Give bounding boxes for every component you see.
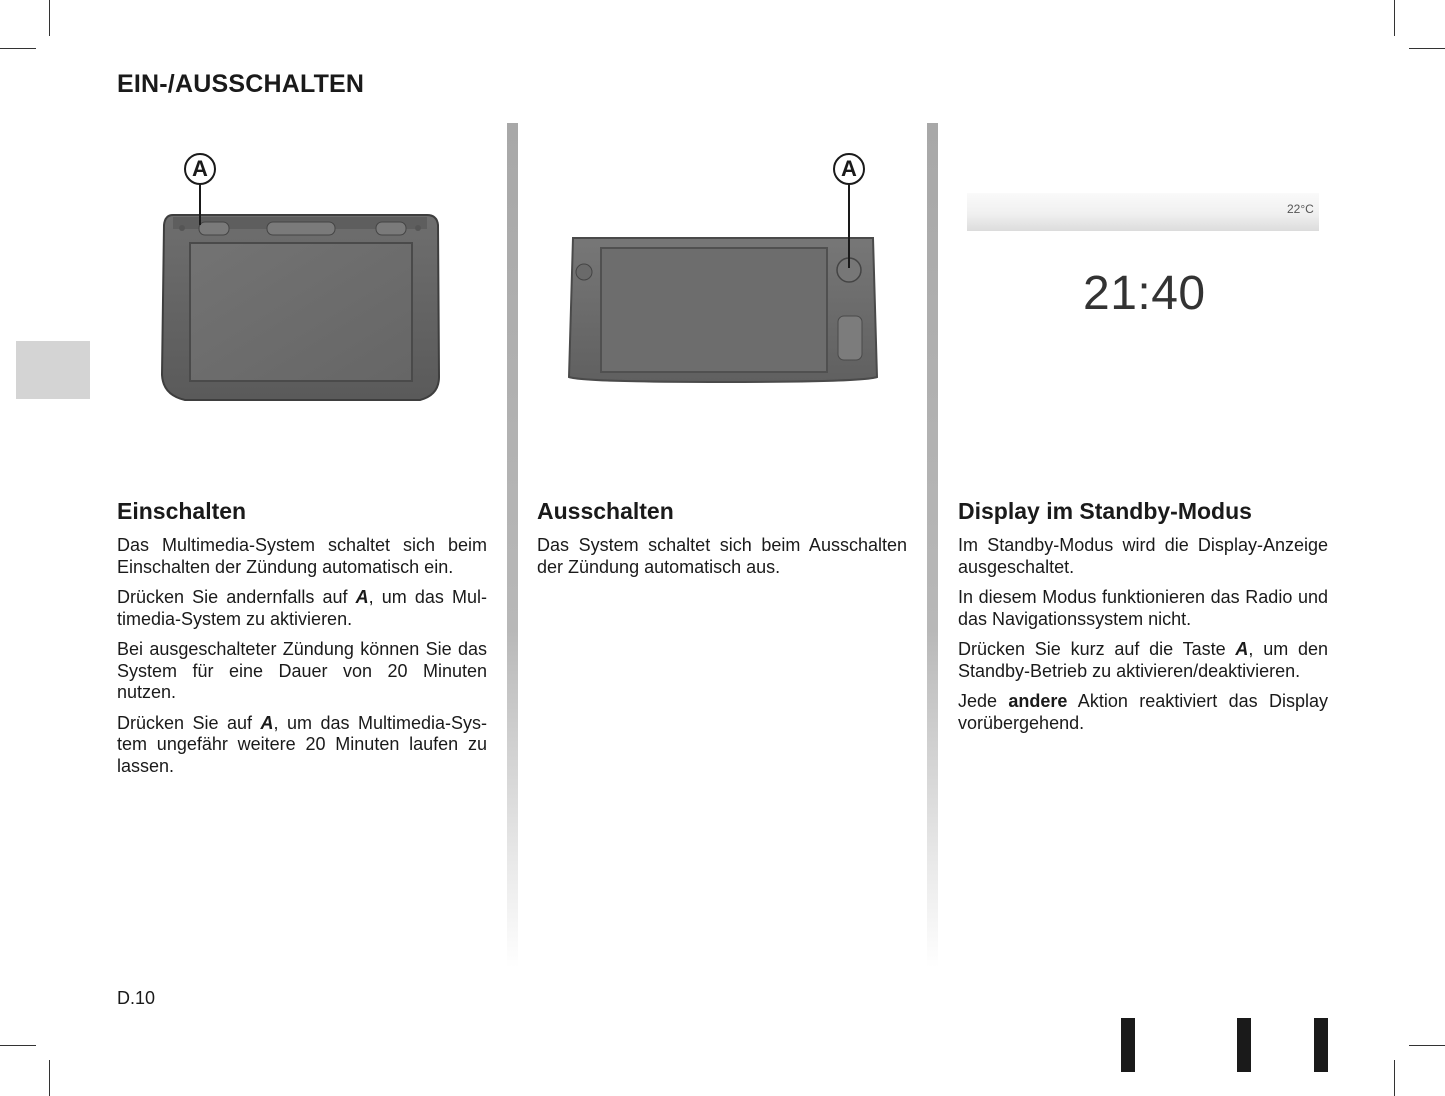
crop-mark bbox=[49, 1060, 50, 1096]
paragraph bbox=[958, 639, 1328, 682]
crop-mark bbox=[0, 1045, 36, 1046]
crop-mark bbox=[1409, 48, 1445, 49]
text-run: Drücken Sie andernfalls auf bbox=[117, 587, 356, 607]
paragraph: In diesem Modus funktionieren das Radio und das Navigationssystem nicht. bbox=[958, 587, 1328, 629]
print-register-bar bbox=[1314, 1018, 1328, 1072]
standby-status-bar bbox=[967, 193, 1319, 231]
temperature-readout: 22°C bbox=[1287, 202, 1314, 216]
callout-a-marker: A bbox=[184, 153, 216, 185]
callout-a-marker: A bbox=[833, 153, 865, 185]
page-number: D.10 bbox=[117, 988, 156, 1008]
text-run: , um das Multimedia-Sys-tem ungefähr weitere 20 Minuten laufen zu lassen. bbox=[117, 712, 487, 776]
column-divider bbox=[507, 123, 518, 968]
section-ausschalten bbox=[537, 498, 907, 587]
section-standby bbox=[958, 498, 1328, 743]
paragraph: Das Multimedia-System schaltet sich beim Einschalten der Zündung automatisch ein. bbox=[117, 535, 487, 577]
section-heading: Display im Standby-Modus bbox=[958, 498, 1252, 524]
text-run: Aktion reaktiviert das Display vorübergehend. bbox=[958, 691, 1328, 733]
crop-mark bbox=[0, 48, 36, 49]
section-einschalten bbox=[117, 498, 487, 786]
text-run: Jede bbox=[958, 691, 1009, 711]
crop-mark bbox=[1394, 1060, 1395, 1096]
print-register-bar bbox=[1237, 1018, 1251, 1072]
print-register-bar bbox=[1121, 1018, 1135, 1072]
callout-leader-line bbox=[848, 182, 850, 268]
column-divider bbox=[927, 123, 938, 968]
text-run: Drücken Sie auf bbox=[117, 712, 261, 733]
callout-leader-line bbox=[199, 182, 201, 225]
key-reference: A bbox=[260, 712, 274, 733]
standby-clock: 21:40 bbox=[1083, 267, 1206, 320]
chapter-tab bbox=[16, 341, 90, 399]
paragraph bbox=[958, 691, 1328, 734]
multimedia-unit-front-illustration bbox=[155, 205, 450, 410]
key-reference: A bbox=[355, 587, 369, 607]
section-heading: Ausschalten bbox=[537, 498, 674, 524]
paragraph: Im Standby-Modus wird die Display-Anzeige ausgeschaltet. bbox=[958, 535, 1328, 577]
emphasis: andere bbox=[1008, 691, 1068, 711]
paragraph: Das System schaltet sich beim Ausschalten der Zündung automatisch aus. bbox=[537, 535, 907, 577]
paragraph bbox=[117, 713, 487, 778]
paragraph bbox=[117, 587, 487, 630]
text-run: , um das Mul-timedia-System zu aktivieren. bbox=[117, 587, 487, 629]
page-title: EIN-/AUSSCHALTEN bbox=[117, 70, 365, 98]
crop-mark bbox=[1394, 0, 1395, 36]
paragraph: Bei ausgeschalteter Zündung können Sie das System für eine Dauer von 20 Minuten nutzen. bbox=[117, 639, 487, 702]
text-run: , um den Standby-Betrieb zu aktivieren/deaktivieren. bbox=[958, 639, 1329, 681]
text-run: Drücken Sie kurz auf die Taste bbox=[958, 639, 1236, 659]
crop-mark bbox=[1409, 1045, 1445, 1046]
section-heading: Einschalten bbox=[117, 498, 247, 524]
display-unit-illustration bbox=[563, 232, 883, 392]
key-reference: A bbox=[1235, 639, 1249, 659]
crop-mark bbox=[49, 0, 50, 36]
